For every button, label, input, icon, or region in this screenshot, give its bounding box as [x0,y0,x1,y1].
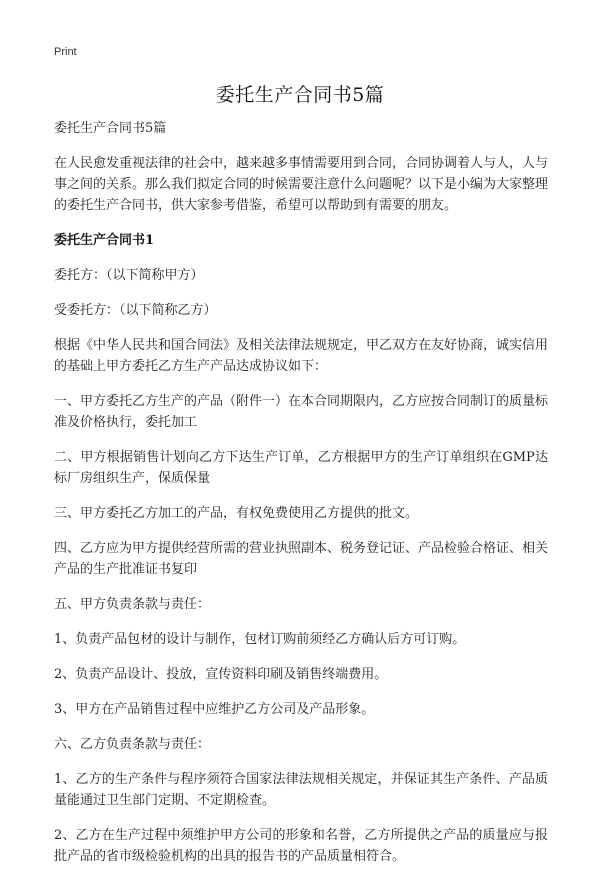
clause-5-heading: 五、甲方负责条款与责任： [54,597,211,612]
clause-4: 四、乙方应为甲方提供经营所需的营业执照副本、税务登记证、产品检验合格证、相关产品的生产批准证书复印 [54,541,549,577]
clause-6-heading: 六、乙方负责条款与责任： [54,737,211,752]
paragraph-contractor: 受委托方：（以下简称乙方） [54,303,217,318]
paragraph-client: 委托方：（以下简称甲方） [54,268,204,283]
paragraph-basis: 根据《中华人民共和国合同法》及相关法律法规规定，甲乙双方在友好协商，诚实信用的基础上甲方委托乙方生产产品达成协议如下： [54,338,549,374]
section-heading: 委托生产合同书1 [54,233,155,248]
intro-paragraph: 在人民愈发重视法律的社会中，越来越多事情需要用到合同，合同协调着人与人，人与事之间的关系。那么我们拟定合同的时候需要注意什么问题呢？以下是小编为大家整理的委托生产合同书，供大家参考借鉴，希望可以帮助到有需要的朋友。 [54,156,549,213]
clause-2: 二、甲方根据销售计划向乙方下达生产订单，乙方根据甲方的生产订单组织在GMP达标厂房组织生产，保质保量 [54,450,548,486]
clause-5-item-1: 1、负责产品包材的设计与制作，包材订购前须经乙方确认后方可订购。 [54,632,466,647]
document-subtitle: 委托生产合同书5篇 [54,121,167,136]
clause-5-item-3: 3、甲方在产品销售过程中应维护乙方公司及产品形象。 [54,702,375,717]
document-body [54,118,548,881]
clause-1: 一、甲方委托乙方生产的产品（附件一）在本合同期限内，乙方应按合同制订的质量标准及价格执行，委托加工 [54,394,549,430]
page-title: 委托生产合同书5篇 [215,84,385,106]
clause-3: 三、甲方委托乙方加工的产品，有权免费使用乙方提供的批文。 [54,506,419,521]
clause-6-item-2: 2、乙方在生产过程中须维护甲方公司的形象和名誉，乙方所提供之产品的质量应与报批产品的省市级检验机构的出具的报告书的产品质量相符合。 [54,828,548,864]
print-link[interactable]: Print [54,46,77,58]
clause-6-item-1: 1、乙方的生产条件与程序须符合国家法律法规相关规定，并保证其生产条件、产品质量能通过卫生部门定期、不定期检查。 [54,772,548,808]
clause-5-item-2: 2、负责产品设计、投放，宣传资料印刷及销售终端费用。 [54,667,388,682]
